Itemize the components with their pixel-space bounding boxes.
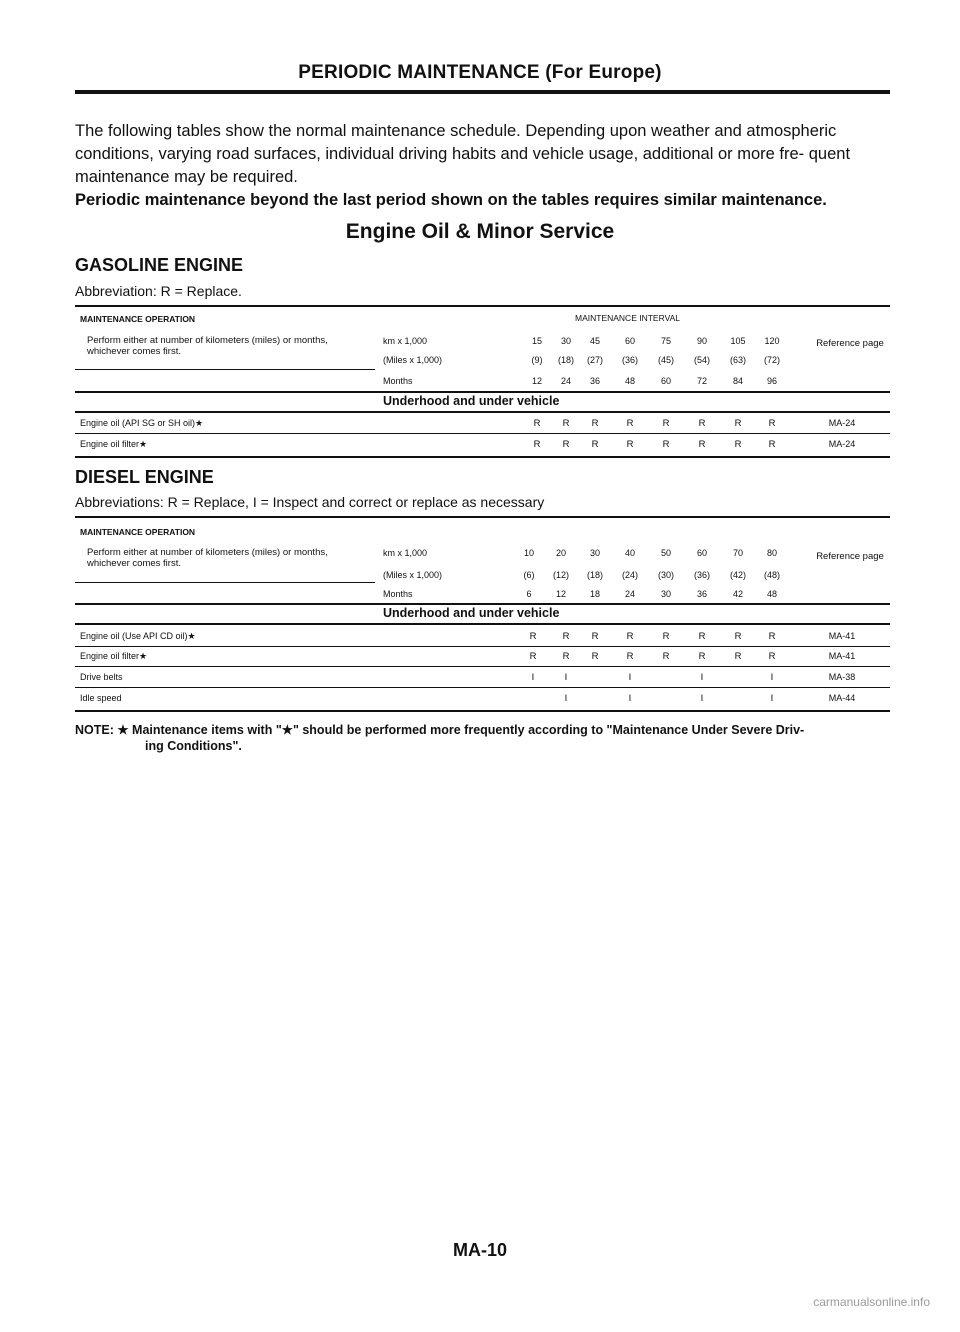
item-name: Engine oil filter★ [80,651,148,661]
interval-cell: (27) [586,355,603,365]
gasoline-bottom-rule [75,456,890,458]
interval-cell: (42) [729,570,746,580]
diesel-abbreviation: Abbreviations: R = Replace, I = Inspect and correct or replace as necessary [75,494,545,510]
reference-cell: MA-24 [828,418,856,428]
interval-cell: 90 [696,336,707,346]
mark-cell: R [562,631,570,642]
interval-cell: 50 [660,548,671,558]
reference-cell: MA-24 [828,439,856,449]
intro-emphasis: Periodic maintenance beyond the last period shown on the tables requires similar maintenance. [75,191,827,209]
interval-cell: 48 [624,376,635,386]
interval-cell: (24) [621,570,638,580]
diesel-heading: DIESEL ENGINE [75,467,214,487]
interval-cell: 60 [624,336,635,346]
gasoline-heading: GASOLINE ENGINE [75,255,244,275]
interval-cell: 96 [766,376,777,386]
item-name: Drive belts [80,672,123,682]
mark-cell: R [562,418,570,429]
diesel-divider [75,582,375,583]
mark-cell: R [768,439,776,450]
interval-cell: (6) [523,570,535,580]
interval-cell: 42 [732,589,743,599]
mark-cell: R [698,631,706,642]
interval-cell: (54) [693,355,710,365]
reference-cell: MA-44 [828,693,856,703]
footnote-line-1: NOTE: ★ Maintenance items with "★" should be performed more frequently according to "Maintenance Under Severe Driv- [75,723,805,737]
interval-cell: 40 [624,548,635,558]
mark-cell: I [700,693,704,704]
interval-cell: (18) [586,570,603,580]
diesel-op-heading: MAINTENANCE OPERATION [80,527,196,537]
mark-cell: I [770,672,774,683]
item-name: Engine oil (API SG or SH oil)★ [80,418,204,428]
interval-cell: 20 [555,548,566,558]
diesel-perform-text: Perform either at number of kilometers (miles) or months, whichever comes first. [87,547,328,569]
gasoline-reference-label: Reference page [816,338,884,349]
interval-cell: (45) [657,355,674,365]
reference-cell: MA-41 [828,651,856,661]
footnote [75,722,895,754]
gasoline-miles-label: (Miles x 1,000) [383,355,443,365]
title-rule [75,90,890,94]
interval-cell: 15 [531,336,542,346]
interval-cell: (30) [657,570,674,580]
mark-cell: R [626,651,634,662]
reference-cell: MA-38 [828,672,856,682]
mark-cell: R [734,631,742,642]
interval-cell: 12 [555,589,566,599]
mark-cell: I [564,693,568,704]
row-rule [75,666,890,667]
interval-cell: 84 [732,376,743,386]
interval-cell: 6 [526,589,532,599]
interval-cell: 72 [696,376,707,386]
gasoline-interval-heading: MAINTENANCE INTERVAL [575,313,681,323]
diesel-group-rule [75,623,890,625]
mark-cell: R [529,651,537,662]
gasoline-abbreviation: Abbreviation: R = Replace. [75,283,242,299]
mark-cell: R [562,439,570,450]
mark-cell: R [662,651,670,662]
mark-cell: R [533,418,541,429]
item-name: Idle speed [80,693,122,703]
mark-cell: R [734,651,742,662]
interval-cell: (12) [552,570,569,580]
mark-cell: R [591,651,599,662]
diesel-top-rule [75,516,890,518]
interval-cell: 80 [766,548,777,558]
mark-cell: R [591,439,599,450]
page-title: PERIODIC MAINTENANCE (For Europe) [298,62,662,83]
interval-cell: 105 [730,336,746,346]
interval-cell: 30 [589,548,600,558]
diesel-bottom-rule [75,710,890,712]
interval-cell: 36 [589,376,600,386]
gasoline-group-label: Underhood and under vehicle [383,394,560,408]
mark-cell: I [564,672,568,683]
interval-cell: 36 [696,589,707,599]
mark-cell: R [591,418,599,429]
interval-cell: 48 [766,589,777,599]
gasoline-group-rule [75,411,890,413]
gasoline-divider [75,369,375,370]
row-rule [75,687,890,688]
section-title: Engine Oil & Minor Service [345,220,615,243]
interval-cell: (18) [557,355,574,365]
interval-cell: 12 [531,376,542,386]
row-rule [75,433,890,434]
gasoline-months-label: Months [383,376,413,386]
mark-cell: I [700,672,704,683]
interval-cell: 70 [732,548,743,558]
gasoline-perform-text: Perform either at number of kilometers (miles) or months, whichever comes first. [87,335,328,357]
interval-cell: (63) [729,355,746,365]
interval-cell: (9) [531,355,543,365]
mark-cell: R [768,631,776,642]
interval-cell: 24 [624,589,635,599]
item-name: Engine oil (Use API CD oil)★ [80,631,196,641]
mark-cell: I [531,672,535,683]
interval-cell: (72) [763,355,780,365]
mark-cell: I [628,693,632,704]
interval-cell: 75 [660,336,671,346]
diesel-header-rule [75,603,890,605]
mark-cell: R [698,439,706,450]
interval-cell: 60 [660,376,671,386]
mark-cell: R [768,651,776,662]
intro-text [75,120,895,212]
gasoline-header-rule [75,391,890,393]
mark-cell: R [662,418,670,429]
diesel-group-label: Underhood and under vehicle [383,606,560,620]
item-name: Engine oil filter★ [80,439,148,449]
mark-cell: R [698,418,706,429]
mark-cell: R [734,418,742,429]
gasoline-op-heading: MAINTENANCE OPERATION [80,314,196,324]
mark-cell: R [768,418,776,429]
intro-paragraph: The following tables show the normal maintenance schedule. Depending upon weather and atmospheric conditions, varying road surfaces, individual driving habits and vehicle usage, additional or more fre- quent maintenance may be required. [75,122,851,186]
interval-cell: (48) [763,570,780,580]
interval-cell: 30 [560,336,571,346]
mark-cell: R [662,631,670,642]
mark-cell: R [698,651,706,662]
diesel-reference-label: Reference page [816,551,884,562]
diesel-km-label: km x 1,000 [383,548,428,558]
mark-cell: R [529,631,537,642]
mark-cell: R [662,439,670,450]
gasoline-km-label: km x 1,000 [383,336,428,346]
row-rule [75,646,890,647]
diesel-months-label: Months [383,589,413,599]
interval-cell: 10 [523,548,534,558]
mark-cell: R [533,439,541,450]
mark-cell: I [628,672,632,683]
interval-cell: 24 [560,376,571,386]
watermark: carmanualsonline.info [813,1295,930,1309]
page-number: MA-10 [452,1240,507,1260]
mark-cell: R [734,439,742,450]
interval-cell: 120 [764,336,780,346]
gasoline-top-rule [75,305,890,307]
mark-cell: R [626,631,634,642]
diesel-miles-label: (Miles x 1,000) [383,570,443,580]
mark-cell: R [591,631,599,642]
mark-cell: R [626,418,634,429]
mark-cell: I [770,693,774,704]
interval-cell: (36) [621,355,638,365]
interval-cell: (36) [693,570,710,580]
interval-cell: 18 [589,589,600,599]
reference-cell: MA-41 [828,631,856,641]
interval-cell: 60 [696,548,707,558]
mark-cell: R [562,651,570,662]
footnote-line-2: ing Conditions". [145,739,242,753]
mark-cell: R [626,439,634,450]
interval-cell: 30 [660,589,671,599]
interval-cell: 45 [589,336,600,346]
